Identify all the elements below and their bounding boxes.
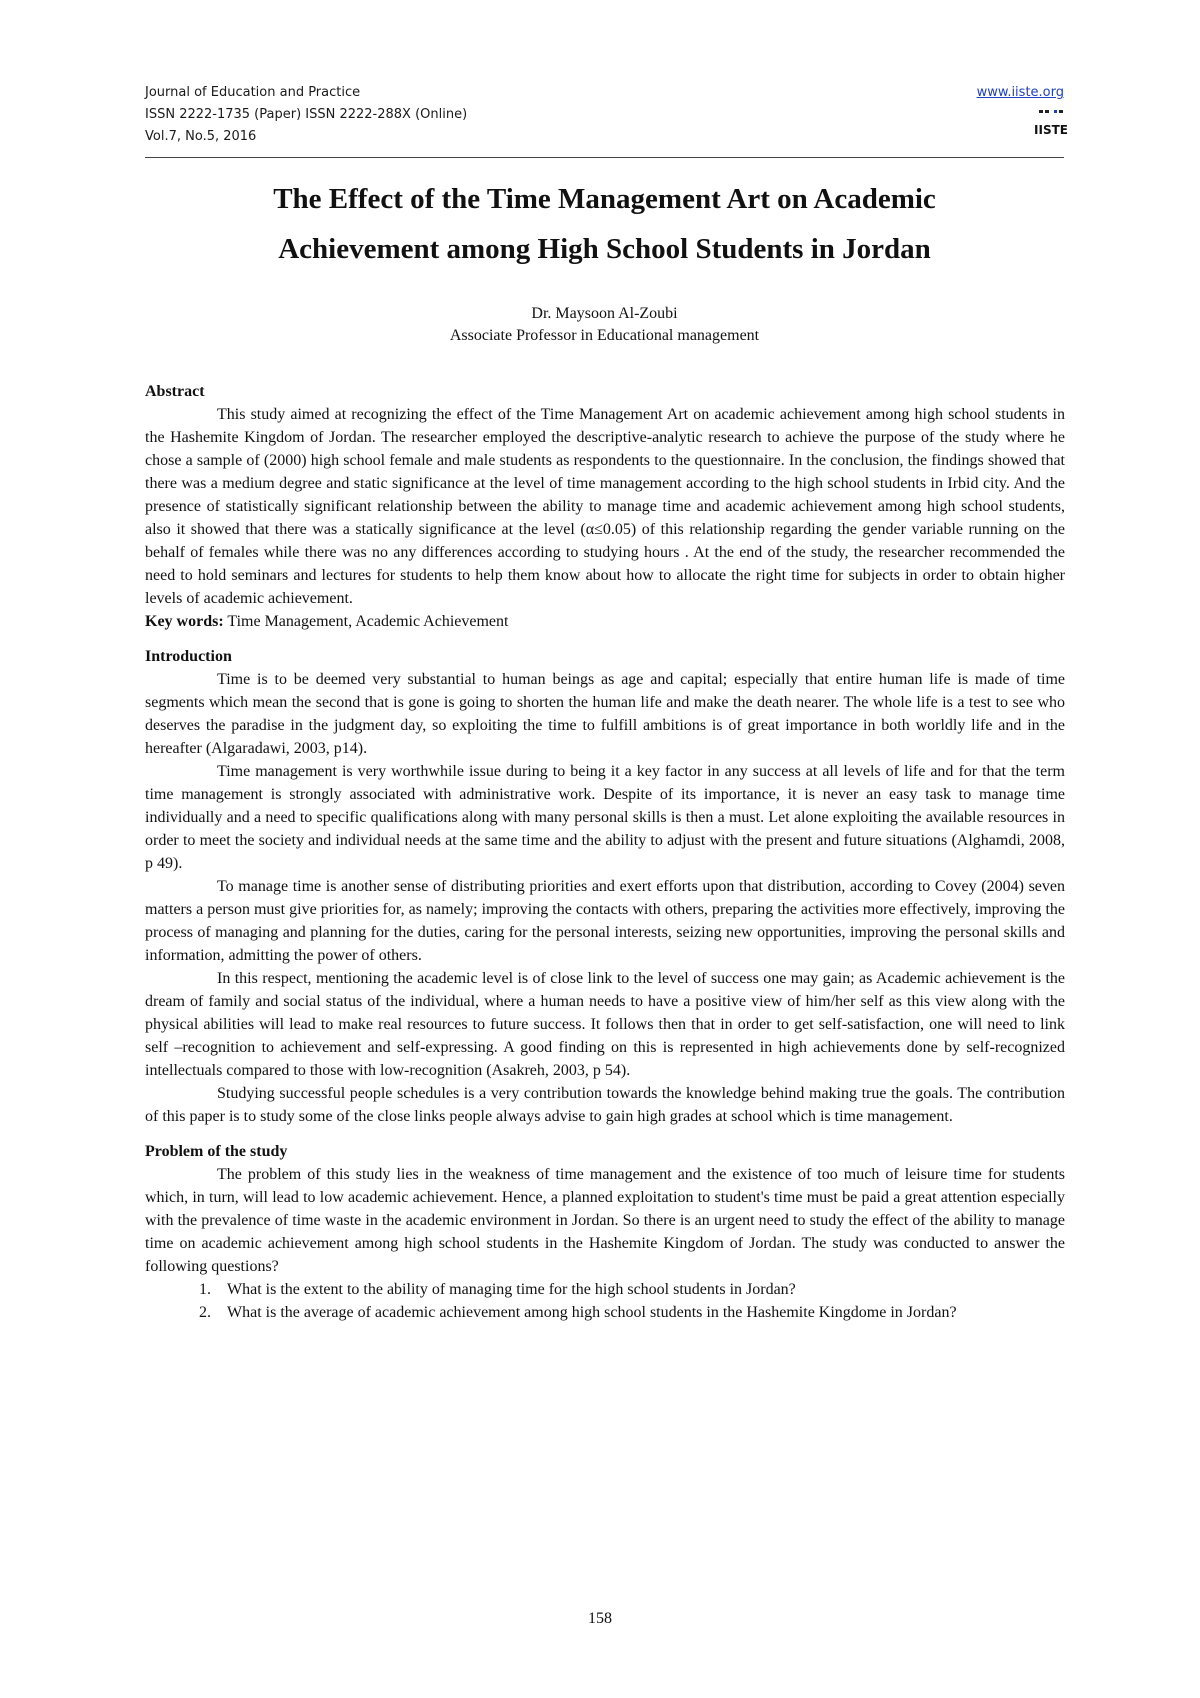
problem-paragraph: The problem of this study lies in the weakness of time management and the existence of too much of leisure time for students which, in turn, will lead to low academic achievement. Hence, a planned exploitation to student's time must be paid a great attention especially with the prevalence of time waste in the academic environment in Jordan. So there is an urgent need to study the effect of the ability to manage time on academic achievement among high school students in the Hashemite Kingdom of Jordan. The study was conducted to answer the following questions? bbox=[145, 1166, 1065, 1275]
question-item: 2. What is the average of academic achievement among high school students in the Hashemite Kingdome in Jordan? bbox=[215, 1301, 1065, 1324]
page-number: 158 bbox=[588, 1610, 612, 1627]
introduction-heading: Introduction bbox=[145, 648, 232, 665]
keywords bbox=[145, 610, 1065, 633]
abstract-text: This study aimed at recognizing the effect of the Time Management Art on academic achievement among high school students in the Hashemite Kingdom of Jordan. The researcher employed the descriptive-analytic research to achieve the purpose of the study where he chose a sample of (2000) high school female and male students as respondents to the questionnaire. In the conclusion, the findings showed that there was a medium degree and static significance at the level of time management according to the high school students in Irbid city. And the presence of statistically significant relationship between the ability to manage time and academic achievement among high school students, also it showed that there was a statically significance at the level (α≤0.05) of this relationship regarding the gender variable running on the behalf of females while there was no any differences according to studying hours . At the end of the study, the researcher recommended the need to hold seminars and lectures for students to help them know about how to allocate the right time for subjects in order to obtain higher levels of academic achievement. bbox=[145, 406, 1065, 607]
question-item: 1. What is the extent to the ability of managing time for the high school students in Jordan? bbox=[215, 1278, 1065, 1301]
author-affiliation: Associate Professor in Educational management bbox=[449, 327, 760, 344]
svg-text:IISTE: IISTE bbox=[1034, 123, 1068, 137]
journal-header-right bbox=[976, 82, 1068, 146]
journal-name: Journal of Education and Practice bbox=[145, 85, 361, 100]
journal-volume: Vol.7, No.5, 2016 bbox=[145, 129, 257, 144]
problem-section bbox=[145, 1140, 1065, 1324]
intro-paragraph: Studying successful people schedules is a very contribution towards the knowledge behind making true the goals. The contribution of this paper is to study some of the close links people always advise to gain high grades at school which is time management. bbox=[145, 1085, 1065, 1125]
iiste-logo-icon bbox=[1034, 108, 1068, 146]
author-name: Dr. Maysoon Al-Zoubi bbox=[531, 305, 678, 322]
paper-body bbox=[145, 380, 1065, 1324]
journal-issn: ISSN 2222-1735 (Paper) ISSN 2222-288X (Online) bbox=[145, 107, 468, 122]
title-line-1: The Effect of the Time Management Art on Academic bbox=[273, 183, 936, 215]
keywords-label: Key words: bbox=[145, 613, 224, 630]
introduction-section bbox=[145, 645, 1065, 1128]
intro-paragraph: In this respect, mentioning the academic level is of close link to the level of success one may gain; as Academic achievement is the dream of family and social status of the individual, where a human needs to have a positive view of him/her self as this view along with the physical abilities will lead to make real resources to future success. It follows then that in order to get self-satisfaction, one will need to link self –recognition to achievement and self-expressing. A good finding on this is represented in high achievements done by self-recognized intellectuals compared to those with low-recognition (Asakreh, 2003, p 54). bbox=[145, 970, 1065, 1079]
intro-paragraph: To manage time is another sense of distributing priorities and exert efforts upon that distribution, according to Covey (2004) seven matters a person must give priorities for, as namely; improving the contacts with others, preparing the activities more effectively, improving the process of managing and planning for the duties, caring for the personal interests, seizing new opportunities, improving the personal skills and information, admitting the power of others. bbox=[145, 878, 1065, 964]
journal-header bbox=[145, 82, 467, 148]
title-line-2: Achievement among High School Students in Jordan bbox=[278, 233, 931, 265]
header-rule bbox=[145, 157, 1064, 158]
abstract-heading: Abstract bbox=[145, 383, 205, 400]
problem-heading: Problem of the study bbox=[145, 1143, 288, 1160]
author-block bbox=[145, 303, 1064, 347]
intro-paragraph: Time is to be deemed very substantial to human beings as age and capital; especially that entire human life is made of time segments which mean the second that is gone is going to shorten the human life and make the death nearer. The whole life is a test to see who deserves the paradise in the judgment day, so exploiting the time to fulfill ambitions is of great importance in both worldly life and in the hereafter (Algaradawi, 2003, p14). bbox=[145, 671, 1065, 757]
intro-paragraph: Time management is very worthwhile issue during to being it a key factor in any success at all levels of life and for that the term time management is strongly associated with administrative work. Despite of its importance, it is never an easy task to manage time individually and a need to specific qualifications along with many personal skills is then a must. Let alone exploiting the available resources in order to meet the society and individual needs at the same time and the ability to adjust with the present and future situations (Alghamdi, 2008, p 49). bbox=[145, 763, 1065, 872]
journal-website-link[interactable]: www.iiste.org bbox=[976, 85, 1064, 100]
paper-title bbox=[145, 174, 1064, 274]
research-questions bbox=[145, 1278, 1065, 1324]
keywords-list: Time Management, Academic Achievement bbox=[223, 613, 509, 630]
